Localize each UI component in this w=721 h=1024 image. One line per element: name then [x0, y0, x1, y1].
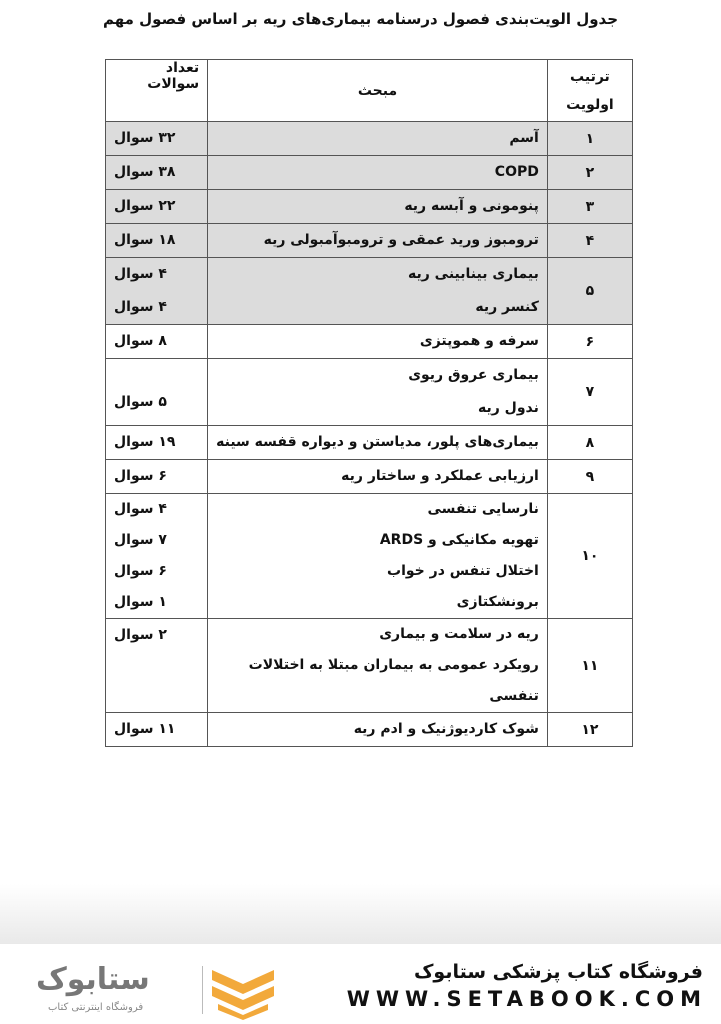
- rank-cell: ۱۰: [547, 494, 632, 619]
- count-cell: [106, 156, 208, 190]
- count-line: ۴ سوال: [114, 501, 167, 517]
- count-line: ۱۹ سوال: [114, 434, 176, 450]
- logo-divider: [202, 966, 203, 1014]
- header-rank: ترتیب اولویت: [547, 60, 632, 122]
- topic-line: پنومونی و آبسه ریه: [404, 198, 539, 214]
- count-line: ۶ سوال: [114, 563, 167, 579]
- setabook-logo[interactable]: [34, 962, 284, 1020]
- rank-cell: ۹: [547, 460, 632, 494]
- topic-line: برونشکتازی: [456, 594, 539, 610]
- footer-shadow: [0, 884, 721, 944]
- table-row: [106, 426, 633, 460]
- count-line: ۱۸ سوال: [114, 232, 176, 248]
- count-line: ۲۲ سوال: [114, 198, 176, 214]
- logo-tagline: فروشگاه اینترنتی کتاب: [48, 1002, 144, 1013]
- table-body: [106, 122, 633, 747]
- count-cell: [106, 325, 208, 359]
- topic-cell: [208, 224, 548, 258]
- count-line: ۲ سوال: [114, 627, 167, 643]
- chevron-logo-icon: [208, 964, 278, 1020]
- count-cell: [106, 190, 208, 224]
- topic-cell: [208, 325, 548, 359]
- rank-cell: ۵: [547, 258, 632, 325]
- topic-cell: [208, 460, 548, 494]
- count-cell: [106, 224, 208, 258]
- topic-line: بیماری‌های پلور، مدیاستن و دیواره قفسه سینه: [216, 434, 539, 450]
- count-line: ۶ سوال: [114, 468, 167, 484]
- table-row: [106, 190, 633, 224]
- header-topic: مبحث: [208, 60, 548, 122]
- table-row: [106, 122, 633, 156]
- topic-cell: [208, 190, 548, 224]
- topic-cell: [208, 713, 548, 747]
- count-cell: [106, 494, 208, 619]
- count-line: ۱۱ سوال: [114, 721, 176, 737]
- rank-cell: ۷: [547, 359, 632, 426]
- logo-text: ستابوک: [36, 962, 150, 997]
- rank-cell: ۶: [547, 325, 632, 359]
- table-row: [106, 359, 633, 426]
- priority-table: [105, 59, 633, 747]
- count-line: ۳۸ سوال: [114, 164, 176, 180]
- count-cell: [106, 359, 208, 426]
- rank-cell: ۱۱: [547, 619, 632, 713]
- rank-cell: ۴: [547, 224, 632, 258]
- topic-line: تنفسی: [489, 688, 539, 704]
- shop-url[interactable]: WWW.SETABOOK.COM: [346, 987, 707, 1011]
- topic-line: آسم: [509, 130, 539, 146]
- header-count: تعداد سوالات: [106, 60, 208, 122]
- topic-line: اختلال تنفس در خواب: [387, 563, 539, 579]
- table-row: [106, 494, 633, 619]
- topic-line: COPD: [494, 164, 539, 180]
- count-line: ۴ سوال: [114, 266, 167, 282]
- table-row: [106, 325, 633, 359]
- table-header-row: [106, 60, 633, 122]
- topic-cell: [208, 494, 548, 619]
- count-line: ۵ سوال: [114, 394, 167, 410]
- rank-cell: ۳: [547, 190, 632, 224]
- topic-line: ارزیابی عملکرد و ساختار ریه: [341, 468, 539, 484]
- count-cell: [106, 426, 208, 460]
- count-cell: [106, 619, 208, 713]
- count-cell: [106, 460, 208, 494]
- topic-line: رویکرد عمومی به بیماران مبتلا به اختلالات: [248, 657, 539, 673]
- topic-line: ندول ریه: [477, 400, 539, 416]
- topic-line: کنسر ریه: [475, 299, 539, 315]
- rank-cell: ۱۲: [547, 713, 632, 747]
- table-row: [106, 258, 633, 325]
- count-line: ۱ سوال: [114, 594, 167, 610]
- count-line: ۳۲ سوال: [114, 130, 176, 146]
- rank-cell: ۲: [547, 156, 632, 190]
- page-title: جدول الویت‌بندی فصول درسنامه بیماری‌های ریه بر اساس فصول مهم: [102, 10, 619, 28]
- topic-line: تهویه مکانیکی و ARDS: [379, 532, 539, 548]
- topic-cell: [208, 619, 548, 713]
- rank-cell: ۸: [547, 426, 632, 460]
- topic-line: شوک کاردیوژنیک و ادم ریه: [353, 721, 539, 737]
- table-row: [106, 156, 633, 190]
- shop-name: فروشگاه کتاب پزشکی ستابوک: [413, 961, 703, 983]
- topic-line: ترومبوز ورید عمقی و ترومبوآمبولی ریه: [263, 232, 539, 248]
- count-line: ۴ سوال: [114, 299, 167, 315]
- topic-cell: [208, 258, 548, 325]
- count-line: ۷ سوال: [114, 532, 167, 548]
- topic-line: بیماری بینابینی ریه: [408, 266, 539, 282]
- table-row: [106, 619, 633, 713]
- topic-cell: [208, 156, 548, 190]
- topic-cell: [208, 426, 548, 460]
- topic-line: نارسایی تنفسی: [427, 501, 539, 517]
- count-cell: [106, 258, 208, 325]
- topic-line: ریه در سلامت و بیماری: [379, 626, 539, 642]
- count-cell: [106, 713, 208, 747]
- count-line: ۸ سوال: [114, 333, 167, 349]
- count-cell: [106, 122, 208, 156]
- topic-line: بیماری عروق ریوی: [408, 367, 539, 383]
- table-row: [106, 224, 633, 258]
- topic-line: سرفه و هموپتزی: [419, 333, 539, 349]
- topic-cell: [208, 359, 548, 426]
- table-row: [106, 460, 633, 494]
- rank-cell: ۱: [547, 122, 632, 156]
- topic-cell: [208, 122, 548, 156]
- table-row: [106, 713, 633, 747]
